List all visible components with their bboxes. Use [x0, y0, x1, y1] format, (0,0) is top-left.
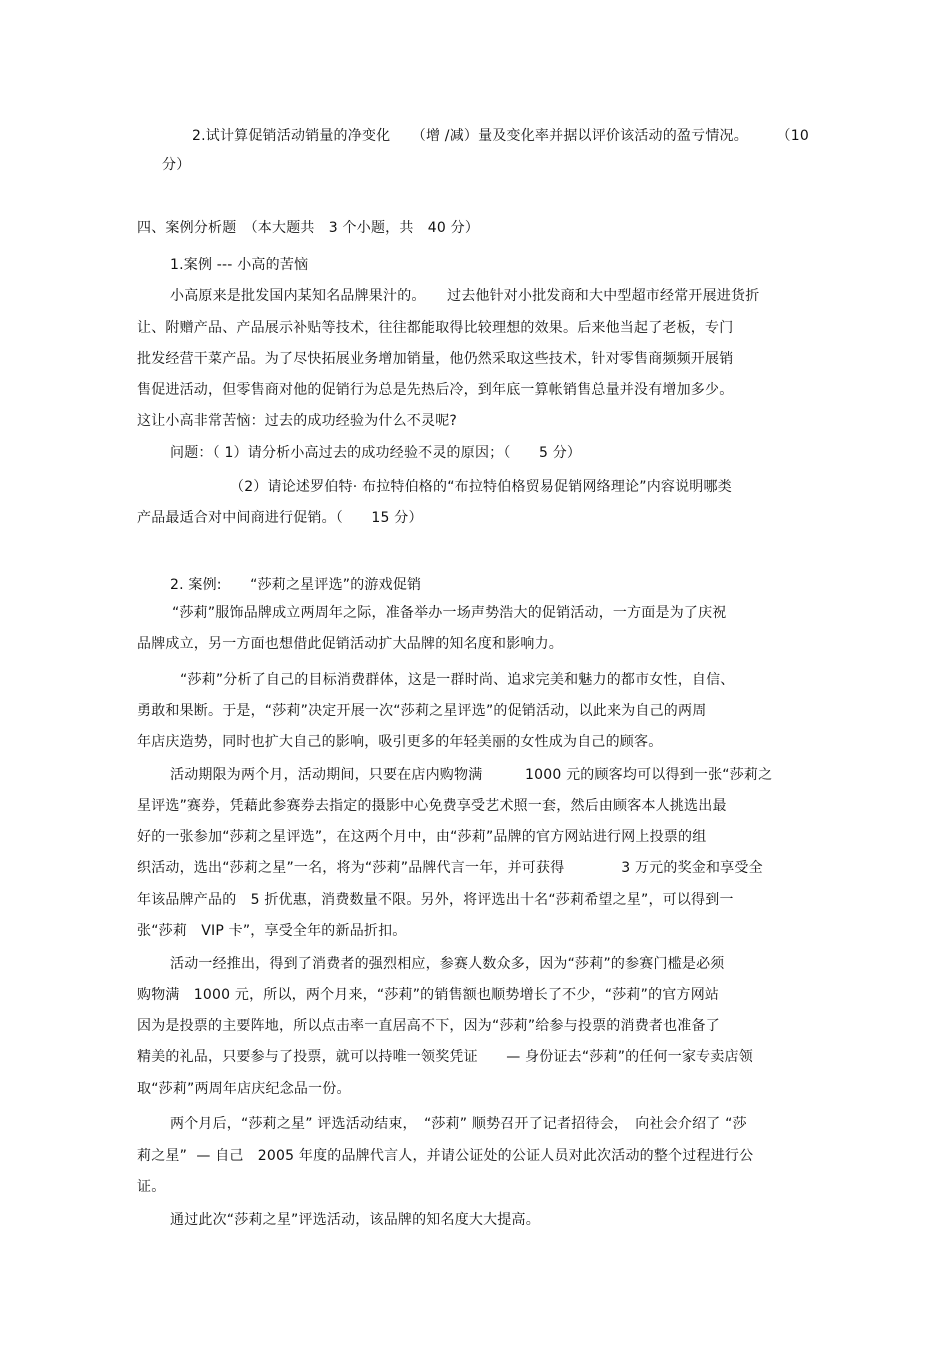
case-1-question-1: 问题：（ 1）请分析小高过去的成功经验不灵的原因；（ 5 分） — [170, 445, 582, 461]
case-2-para-line: 好的一张参加“莎莉之星评选”，在这两个月中，由“莎莉”品牌的官方网站进行网上投票的组 — [137, 829, 707, 845]
case-1-para-line: 让、附赠产品、产品展示补贴等技术，往往都能取得比较理想的效果。后来他当起了老板，专门 — [137, 320, 734, 336]
case-1-question-2-cont: 产品最适合对中间商进行促销。（ 15 分） — [137, 510, 423, 526]
case-2-para-line: 取“莎莉”两周年店庆纪念品一份。 — [137, 1081, 351, 1097]
case-1-para-line: 这让小高非常苦恼：过去的成功经验为什么不灵呢? — [137, 413, 458, 429]
case-2-para-line: “莎莉”分析了自己的目标消费群体，这是一群时尚、追求完美和魅力的都市女性，自信、 — [180, 672, 735, 688]
case-2-para-line: 张“莎莉 VIP 卡”，享受全年的新品折扣。 — [137, 923, 407, 939]
case-2-para-line: 因为是投票的主要阵地，所以点击率一直居高不下，因为“莎莉”给参与投票的消费者也准备了 — [137, 1018, 720, 1034]
case-2-para-line: 品牌成立，另一方面也想借此促销活动扩大品牌的知名度和影响力。 — [137, 636, 563, 652]
case-2-para-line: 通过此次“莎莉之星”评选活动，该品牌的知名度大大提高。 — [170, 1212, 540, 1228]
case-2-para-line: 证。 — [137, 1179, 166, 1195]
case-2-para-line: 年该品牌产品的 5 折优惠，消费数量不限。另外，将评选出十名“莎莉希望之星”，可以得到一 — [137, 892, 734, 908]
case-2-para-line: 年店庆造势，同时也扩大自己的影响，吸引更多的年轻美丽的女性成为自己的顾客。 — [137, 734, 663, 750]
case-2-para-line: 织活动，选出“莎莉之星”一名，将为“莎莉”品牌代言一年，并可获得 3 万元的奖金和享受全 — [137, 860, 763, 876]
case-2-para-line: “莎莉”服饰品牌成立两周年之际，准备举办一场声势浩大的促销活动，一方面是为了庆祝 — [172, 605, 727, 621]
case-1-para-line: 小高原来是批发国内某知名品牌果汁的。 过去他针对小批发商和大中型超市经常开展进货折 — [170, 288, 760, 304]
case-2-para-line: 星评选”赛券，凭藉此参赛券去指定的摄影中心免费享受艺术照一套，然后由顾客本人挑选出最 — [137, 798, 727, 814]
section-4-heading: 四、案例分析题 （本大题共 3 个小题，共 40 分） — [137, 220, 480, 236]
question-2-line-1: 2.试计算促销活动销量的净变化 （增 /减）量及变化率并据以评价该活动的盈亏情况。 （10 — [192, 128, 809, 144]
case-2-para-line: 活动期限为两个月，活动期间，只要在店内购物满 1000 元的顾客均可以得到一张“莎莉之 — [170, 767, 773, 783]
case-1-title: 1.案例 --- 小高的苦恼 — [170, 257, 309, 273]
question-2-line-2: 分） — [162, 157, 191, 173]
case-2-title: 2. 案例: “莎莉之星评选”的游戏促销 — [170, 577, 422, 593]
case-2-para-line: 勇敢和果断。于是，“莎莉”决定开展一次“莎莉之星评选”的促销活动，以此来为自己的两周 — [137, 703, 707, 719]
case-2-para-line: 精美的礼品，只要参与了投票，就可以持唯一领奖凭证 — 身份证去“莎莉”的任何一家专卖店领 — [137, 1049, 753, 1065]
case-2-para-line: 两个月后，“莎莉之星” 评选活动结束， “莎莉” 顺势召开了记者招待会， 向社会介绍了 “莎 — [170, 1116, 747, 1132]
case-2-para-line: 莉之星” — 自己 2005 年度的品牌代言人，并请公证处的公证人员对此次活动的整个过程进行公 — [137, 1148, 754, 1164]
case-2-para-line: 购物满 1000 元，所以，两个月来，“莎莉”的销售额也顺势增长了不少，“莎莉”的官方网站 — [137, 987, 720, 1003]
case-2-para-line: 活动一经推出，得到了消费者的强烈相应，参赛人数众多，因为“莎莉”的参赛门槛是必须 — [170, 956, 725, 972]
case-1-para-line: 售促进活动，但零售商对他的促销行为总是先热后冷，到年底一算帐销售总量并没有增加多少。 — [137, 382, 734, 398]
case-1-para-line: 批发经营干菜产品。为了尽快拓展业务增加销量，他仍然采取这些技术，针对零售商频频开展销 — [137, 351, 734, 367]
case-1-question-2: （2）请论述罗伯特· 布拉特伯格的“布拉特伯格贸易促销网络理论”内容说明哪类 — [230, 479, 732, 495]
